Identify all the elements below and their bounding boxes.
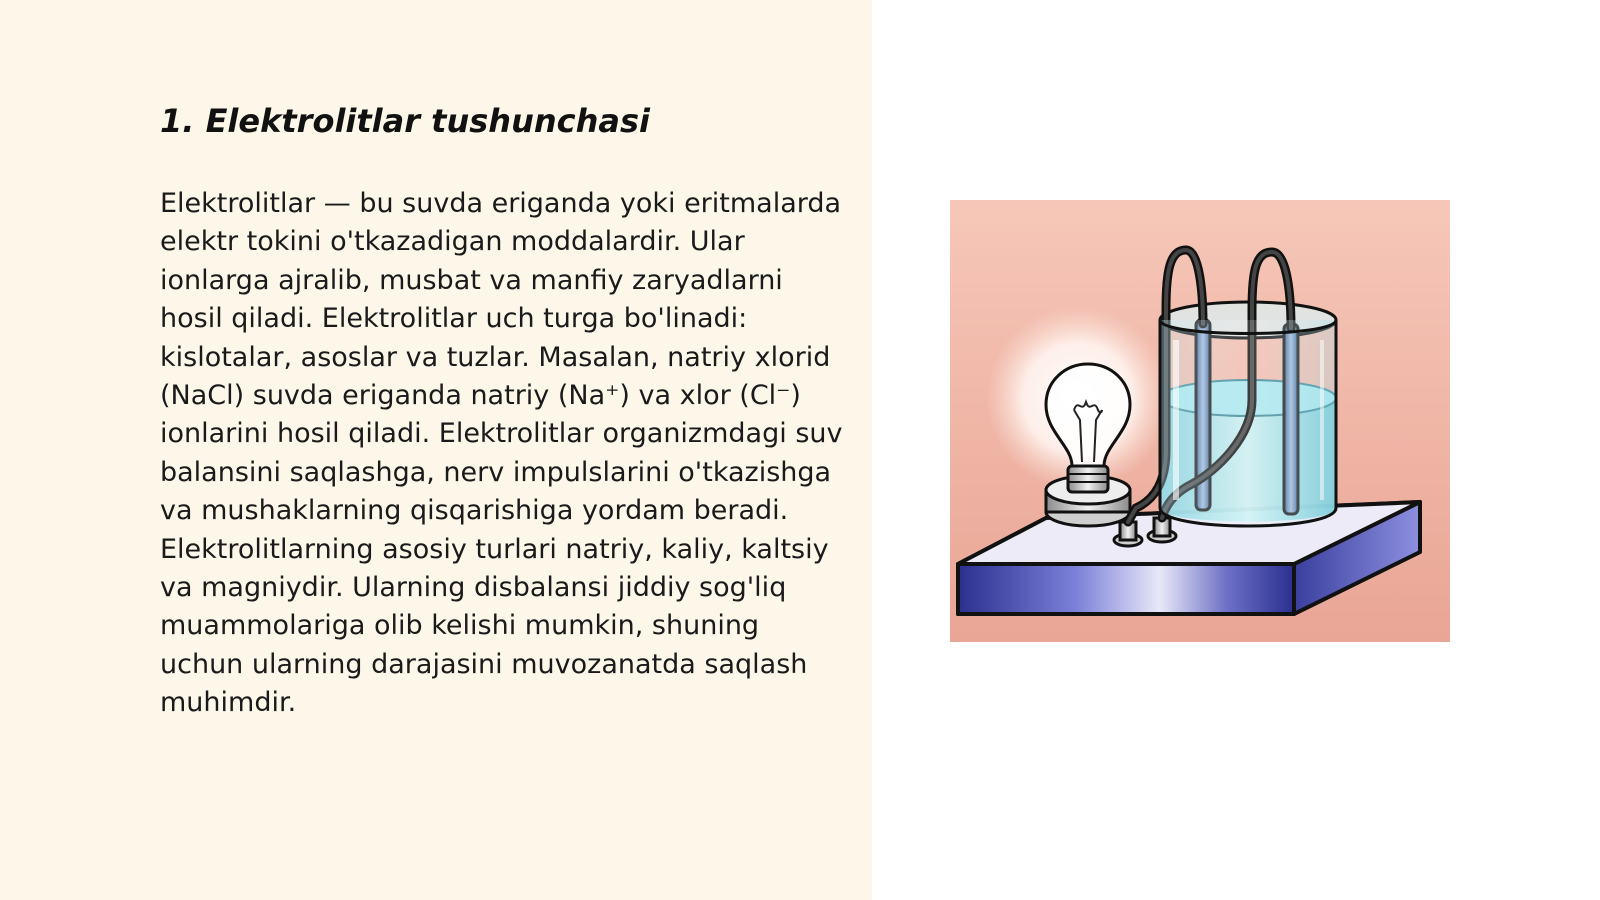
beaker bbox=[1160, 320, 1336, 526]
electrolysis-apparatus-image bbox=[950, 200, 1450, 642]
electrolysis-apparatus-illustration bbox=[950, 200, 1450, 642]
slide-title: 1. Elektrolitlar tushunchasi bbox=[160, 102, 650, 140]
slide-body-text: Elektrolitlar — bu suvda eriganda yoki eritmalarda elektr tokini o'tkazadigan moddalardir. Ular ionlarga ajralib, musbat va manfiy zaryadlarni hosil qiladi. Elektrolitlar uch turga bo'linadi: kislotalar, asoslar va tuzlar. Masalan, natriy xlorid (NaCl) suvda eriganda natriy (Na⁺) va xlor (Cl⁻) ionlarini hosil qiladi. Elektrolitlar organizmdagi suv balansini saqlashga, nerv impulslarini o'tkazishga va mushaklarning qisqarishiga yordam beradi. Elektrolitlarning asosiy turlari natriy, kaliy, kaltsiy va magniydir. Ularning disbalansi jiddiy sog'liq muammolariga olib kelishi mumkin, shuning uchun ularning darajasini muvozanatda saqlash muhimdir. bbox=[160, 188, 843, 719]
